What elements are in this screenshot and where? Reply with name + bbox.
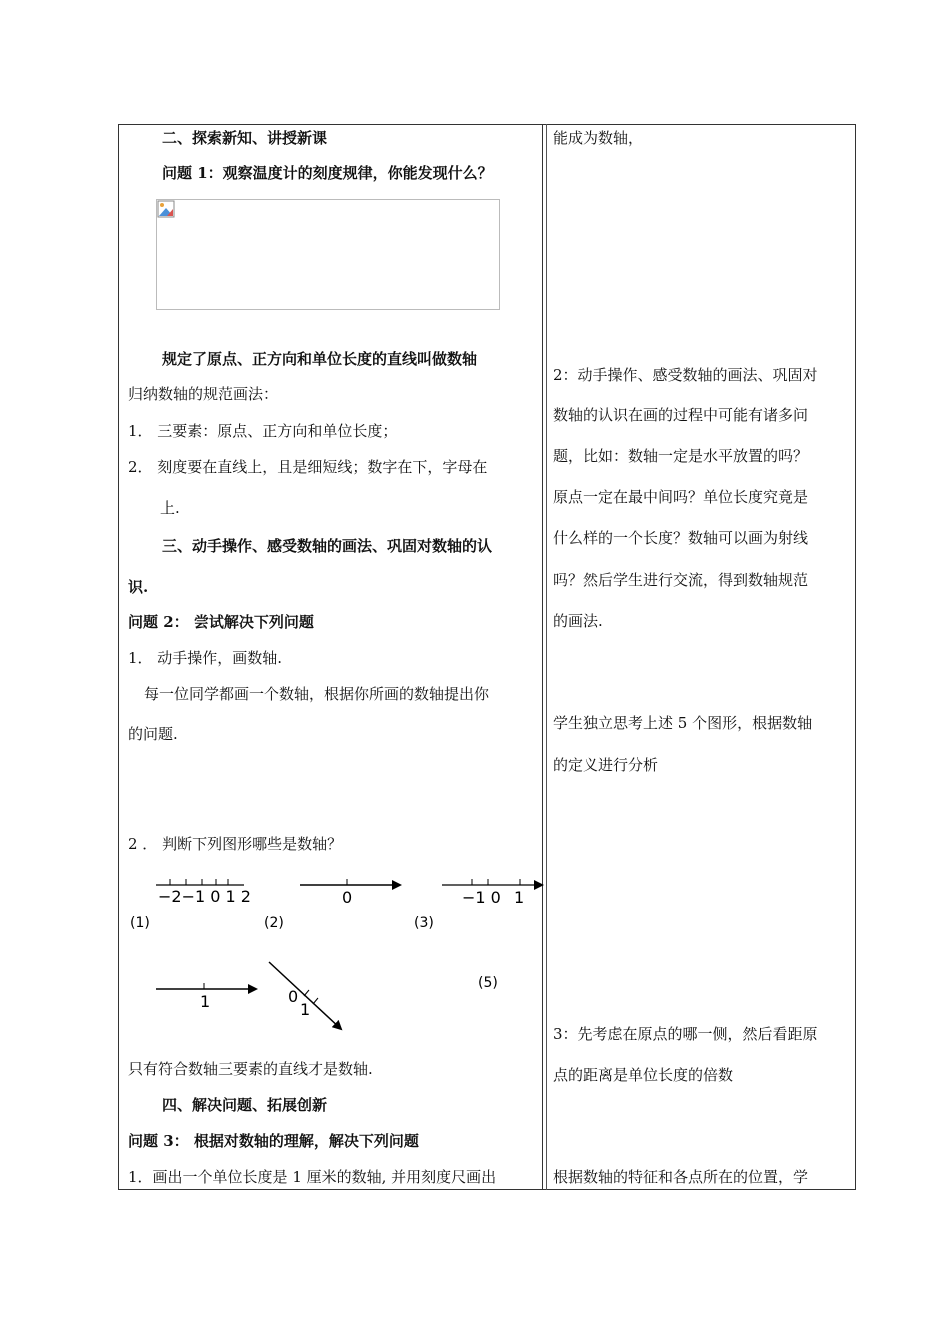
note-2-line: 的画法. xyxy=(553,612,603,630)
question-1: 问题 1：观察温度计的刻度规律，你能发现什么？ xyxy=(162,164,493,182)
note-1: 能成为数轴， xyxy=(553,129,644,147)
note-3-line: 学生独立思考上述 5 个图形，根据数轴 xyxy=(553,714,813,732)
note-2-line: 题，比如：数轴一定是水平放置的吗？ xyxy=(553,447,809,465)
figure-2 xyxy=(300,879,400,907)
note-4-line: 3：先考虑在原点的哪一侧，然后看距原 xyxy=(553,1025,818,1043)
list-item-continued: 上. xyxy=(160,499,180,517)
task-1-desc-continued: 的问题. xyxy=(128,725,178,743)
section-heading-3-continued: 识. xyxy=(128,578,149,596)
note-5: 根据数轴的特征和各点所在的位置，学 xyxy=(553,1168,809,1186)
list-item: 1． 三要素：原点、正方向和单位长度； xyxy=(128,422,398,440)
definition: 规定了原点、正方向和单位长度的直线叫做数轴 xyxy=(162,350,478,368)
question-2: 问题 2： 尝试解决下列问题 xyxy=(128,613,314,631)
section-heading-3: 三、动手操作、感受数轴的画法、巩固对数轴的认 xyxy=(162,537,493,555)
figure-3 xyxy=(442,879,542,907)
broken-image-icon xyxy=(157,200,175,218)
note-2-line: 数轴的认识在画的过程中可能有诸多问 xyxy=(553,406,809,424)
task-3: 1．画出一个单位长度是 1 厘米的数轴, 并用刻度尺画出 xyxy=(128,1168,497,1186)
fig3-tick-label-1: 1 xyxy=(514,888,525,907)
figure-4 xyxy=(156,983,256,1011)
task-1-desc: 每一位同学都画一个数轴，根据你所画的数轴提出你 xyxy=(144,685,490,703)
note-2-line: 什么样的一个长度？数轴可以画为射线 xyxy=(553,529,809,547)
fig4-tick-label: 1 xyxy=(200,992,211,1011)
note-2-line: 吗？然后学生进行交流，得到数轴规范 xyxy=(553,571,809,589)
section-heading-4: 四、解决问题、拓展创新 xyxy=(162,1096,328,1114)
fig5-tick-label-0: 0 xyxy=(288,987,299,1006)
fig3-tick-labels: −1 0 xyxy=(462,888,501,907)
note-2-line: 2：动手操作、感受数轴的画法、巩固对 xyxy=(553,366,818,384)
fig3-label: (3) xyxy=(414,915,434,931)
task-2: 2 ． 判断下列图形哪些是数轴？ xyxy=(128,835,343,853)
thermometer-image-placeholder xyxy=(156,199,500,310)
fig2-label: (2) xyxy=(264,915,284,931)
fig1-label: (1) xyxy=(130,915,150,931)
list-item: 2． 刻度要在直线上，且是细短线；数字在下，字母在 xyxy=(128,458,488,476)
number-line-figures xyxy=(120,865,550,1040)
section-heading-2: 二、探索新知、讲授新课 xyxy=(162,129,328,147)
fig5-tick-label-1: 1 xyxy=(300,1000,311,1019)
note-2-line: 原点一定在最中间吗？单位长度究竟是 xyxy=(553,488,809,506)
note-3-line: 的定义进行分析 xyxy=(553,756,659,774)
conclusion: 只有符合数轴三要素的直线才是数轴. xyxy=(128,1060,373,1078)
fig2-tick-label: 0 xyxy=(342,888,353,907)
fig5-label: (5) xyxy=(478,975,498,991)
note-4-line: 点的距离是单位长度的倍数 xyxy=(553,1066,734,1084)
figure-1 xyxy=(156,879,251,906)
fig1-tick-labels: −2−1 0 1 2 xyxy=(158,887,251,906)
task-1: 1． 动手操作，画数轴. xyxy=(128,649,283,667)
summary-heading: 归纳数轴的规范画法： xyxy=(128,385,279,403)
figure-5 xyxy=(269,962,341,1029)
question-3: 问题 3： 根据对数轴的理解，解决下列问题 xyxy=(128,1132,419,1150)
